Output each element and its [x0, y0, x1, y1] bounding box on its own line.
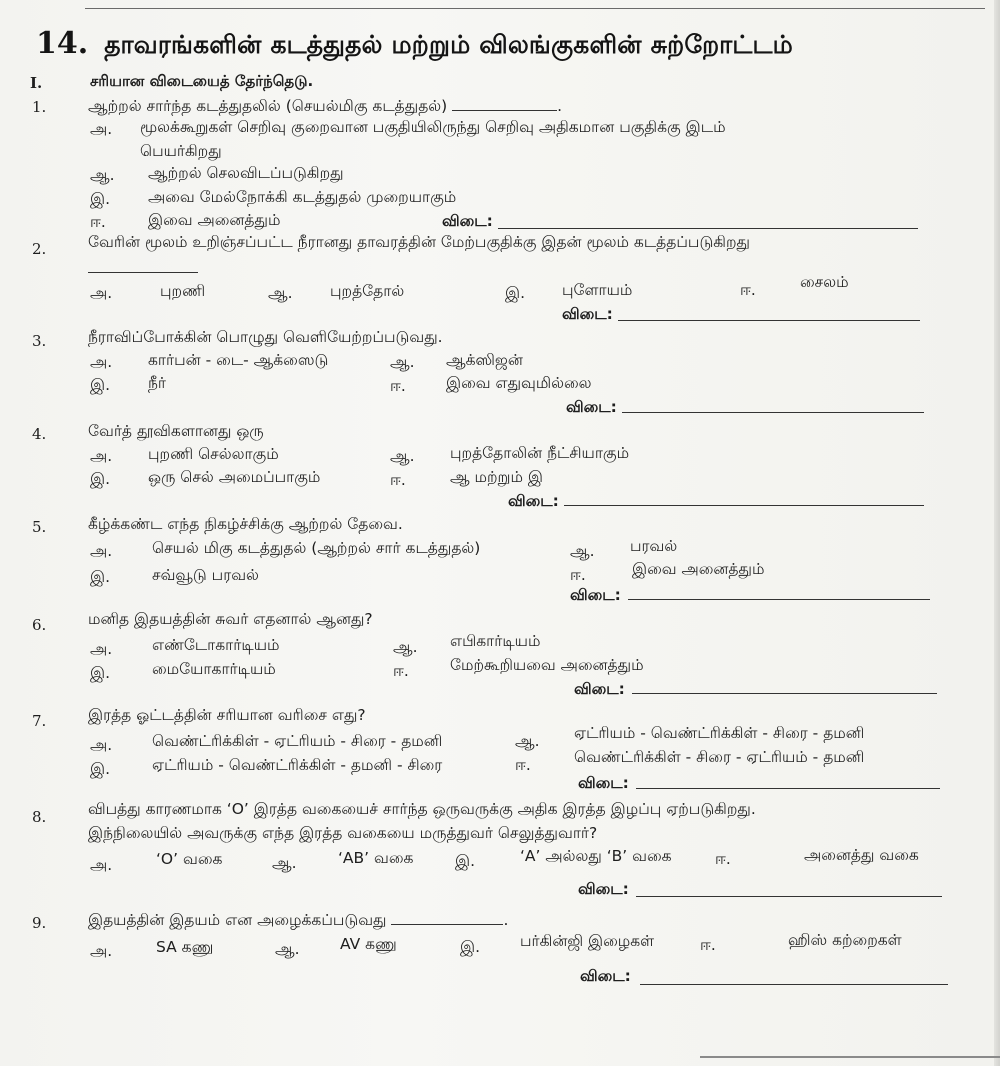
question-number: 3.: [32, 332, 47, 350]
question-number: 2.: [32, 240, 47, 258]
answer-line[interactable]: [498, 228, 918, 229]
fill-blank: [452, 96, 557, 111]
option-text: பர்கின்ஜி இழைகள்: [520, 932, 655, 950]
option-label: ஆ.: [393, 638, 418, 656]
option-label: ஈ.: [390, 377, 406, 395]
chapter-title: [36, 26, 793, 63]
option-text: நீர்: [148, 374, 167, 392]
chapter-title-text: தாவரங்களின் கடத்துதல் மற்றும் விலங்குகளின் சுற்றோட்டம்: [104, 30, 793, 59]
fill-blank: [88, 272, 198, 273]
option-label: ஈ.: [700, 936, 716, 954]
question-stem: கீழ்க்கண்ட எந்த நிகழ்ச்சிக்கு ஆற்றல் தேவை.: [88, 515, 403, 533]
answer-line[interactable]: [564, 505, 924, 506]
option-label: அ.: [90, 353, 113, 371]
option-text: ஆ மற்றும் இ: [450, 468, 543, 486]
option-text: புறணி: [160, 282, 206, 300]
option-text: ‘AB’ வகை: [338, 849, 414, 867]
option-text: ஏட்ரியம் - வெண்ட்ரிக்கிள் - தமனி - சிரை: [152, 756, 443, 774]
question-number: 9.: [32, 914, 47, 932]
option-label: இ.: [90, 376, 111, 394]
option-label: ஈ.: [390, 471, 406, 489]
option-label: ஆ.: [390, 353, 415, 371]
fill-blank: [391, 910, 503, 925]
option-text: AV கணு: [340, 935, 397, 953]
option-text: புளோயம்: [562, 281, 633, 299]
question-number: 1.: [32, 98, 47, 116]
option-label: அ.: [90, 942, 113, 960]
answer-line[interactable]: [618, 320, 920, 321]
answer-label: விடை:: [578, 880, 629, 898]
question-stem: வேர்த் தூவிகளானது ஒரு: [88, 422, 264, 440]
question-text: ஆற்றல் சார்ந்த கடத்துதலில் (செயல்மிகு கடத்துதல்) .: [88, 97, 563, 115]
option-text: எபிகார்டியம்: [450, 632, 541, 650]
question-number: 7.: [32, 712, 47, 730]
top-rule: [85, 8, 985, 9]
option-text: வெண்ட்ரிக்கிள் - ஏட்ரியம் - சிரை - தமனி: [152, 732, 443, 750]
option-text: அனைத்து வகை: [804, 846, 919, 864]
option-label: அ.: [90, 640, 113, 658]
answer-label: விடை:: [570, 586, 621, 604]
option-label: இ.: [90, 568, 111, 586]
option-label: ஈ.: [570, 566, 586, 584]
option-text: எண்டோகார்டியம்: [152, 636, 280, 654]
question-stem-continued: இந்நிலையில் அவருக்கு எந்த இரத்த வகையை மருத்துவர் செலுத்துவார்?: [88, 824, 598, 842]
option-text: மையோகார்டியம்: [152, 660, 276, 678]
option-text: SA கணு: [156, 938, 214, 956]
option-label: ஆ.: [570, 542, 595, 560]
option-text: கார்பன் - டை- ஆக்ஸைடு: [148, 351, 329, 369]
option-text: ‘O’ வகை: [156, 850, 223, 868]
option-text: இவை அனைத்தும்: [632, 560, 765, 578]
page-edge: [994, 0, 1000, 1066]
option-label: ஆ.: [390, 447, 415, 465]
chapter-number: 14.: [36, 26, 89, 61]
answer-line[interactable]: [632, 693, 937, 694]
answer-label: விடை:: [562, 305, 613, 323]
answer-line[interactable]: [636, 896, 942, 897]
question-stem: இரத்த ஓட்டத்தின் சரியான வரிசை எது?: [88, 706, 366, 724]
option-text: இவை அனைத்தும்: [148, 211, 281, 229]
option-label: ஆ.: [268, 284, 293, 302]
question-number: 5.: [32, 518, 47, 536]
option-text: புறத்தோலின் நீட்சியாகும்: [450, 444, 630, 462]
option-label: ஈ.: [515, 756, 531, 774]
question-number: 8.: [32, 808, 47, 826]
option-label: ஆ.: [90, 166, 115, 184]
option-text: இவை எதுவுமில்லை: [446, 374, 592, 392]
answer-line[interactable]: [622, 412, 924, 413]
option-text: ஆற்றல் செலவிடப்படுகிறது: [148, 164, 344, 182]
option-label: இ.: [505, 284, 526, 302]
option-label: ஈ.: [393, 662, 409, 680]
option-label: இ.: [90, 760, 111, 778]
option-label: ஈ.: [740, 281, 756, 299]
option-label: அ.: [90, 542, 113, 560]
question-stem: இதயத்தின் இதயம் என அழைக்கப்படுவது: [88, 911, 387, 929]
option-label: இ.: [90, 190, 111, 208]
question-stem: ஆற்றல் சார்ந்த கடத்துதலில் (செயல்மிகு கடத்துதல்): [88, 97, 448, 115]
option-label: அ.: [90, 856, 113, 874]
option-label: இ.: [455, 852, 476, 870]
question-stem: விபத்து காரணமாக ‘O’ இரத்த வகையைச் சார்ந்த ஒருவருக்கு அதிக இரத்த இழப்பு ஏற்படுகிறது.: [88, 800, 756, 818]
answer-label: விடை:: [566, 398, 617, 416]
option-label: ஆ.: [275, 940, 300, 958]
option-text: ஆக்ஸிஜன்: [446, 351, 523, 369]
option-label: இ.: [90, 470, 111, 488]
option-text: சவ்வூடு பரவல்: [152, 566, 259, 584]
option-text: ஒரு செல் அமைப்பாகும்: [148, 468, 321, 486]
option-text: செயல் மிகு கடத்துதல் (ஆற்றல் சார் கடத்துதல்): [152, 539, 481, 557]
answer-line[interactable]: [640, 984, 948, 985]
option-label: அ.: [90, 120, 113, 138]
answer-label: விடை:: [574, 680, 625, 698]
answer-line[interactable]: [628, 599, 930, 600]
option-text: புறணி செல்லாகும்: [148, 445, 279, 463]
question-number: 4.: [32, 425, 47, 443]
option-label: இ.: [90, 664, 111, 682]
option-text: ஹிஸ் கற்றைகள்: [788, 931, 902, 949]
option-label: அ.: [90, 447, 113, 465]
option-text: புறத்தோல்: [330, 282, 405, 300]
option-text: அவை மேல்நோக்கி கடத்துதல் முறையாகும்: [148, 188, 457, 206]
option-label: ஆ.: [272, 854, 297, 872]
option-label: அ.: [90, 736, 113, 754]
answer-label: விடை:: [508, 492, 559, 510]
option-text: மேற்கூறியவை அனைத்தும்: [450, 656, 644, 674]
option-text-continued: பெயர்கிறது: [140, 142, 222, 160]
answer-label: விடை:: [442, 212, 493, 230]
question-stem: வேரின் மூலம் உறிஞ்சப்பட்ட நீரானது தாவரத்தின் மேற்பகுதிக்கு இதன் மூலம் கடத்தப்படுகிறது: [88, 233, 750, 251]
option-text: சைலம்: [800, 273, 849, 291]
question-text: இதயத்தின் இதயம் என அழைக்கப்படுவது .: [88, 911, 509, 929]
option-text: ஏட்ரியம் - வெண்ட்ரிக்கிள் - சிரை - தமனி: [574, 724, 865, 742]
bottom-rule: [700, 1056, 1000, 1058]
option-text: வெண்ட்ரிக்கிள் - சிரை - ஏட்ரியம் - தமனி: [574, 748, 865, 766]
option-label: அ.: [90, 284, 113, 302]
option-label: ஆ.: [515, 732, 540, 750]
option-label: ஈ.: [90, 213, 106, 231]
option-label: இ.: [460, 938, 481, 956]
option-label: ஈ.: [715, 850, 731, 868]
answer-label: விடை:: [580, 967, 631, 985]
question-number: 6.: [32, 616, 47, 634]
answer-label: விடை:: [578, 774, 629, 792]
section-instruction: சரியான விடையைத் தேர்ந்தெடு.: [90, 72, 314, 90]
section-number: I.: [30, 74, 43, 92]
option-text: மூலக்கூறுகள் செறிவு குறைவான பகுதியிலிருந்து செறிவு அதிகமான பகுதிக்கு இடம்: [140, 118, 726, 136]
option-text: பரவல்: [630, 537, 678, 555]
question-stem: மனித இதயத்தின் சுவர் எதனால் ஆனது?: [88, 610, 373, 628]
question-stem: நீராவிப்போக்கின் பொழுது வெளியேற்றப்படுவது.: [88, 328, 443, 346]
answer-line[interactable]: [636, 788, 940, 789]
option-text: ‘A’ அல்லது ‘B’ வகை: [520, 847, 672, 865]
